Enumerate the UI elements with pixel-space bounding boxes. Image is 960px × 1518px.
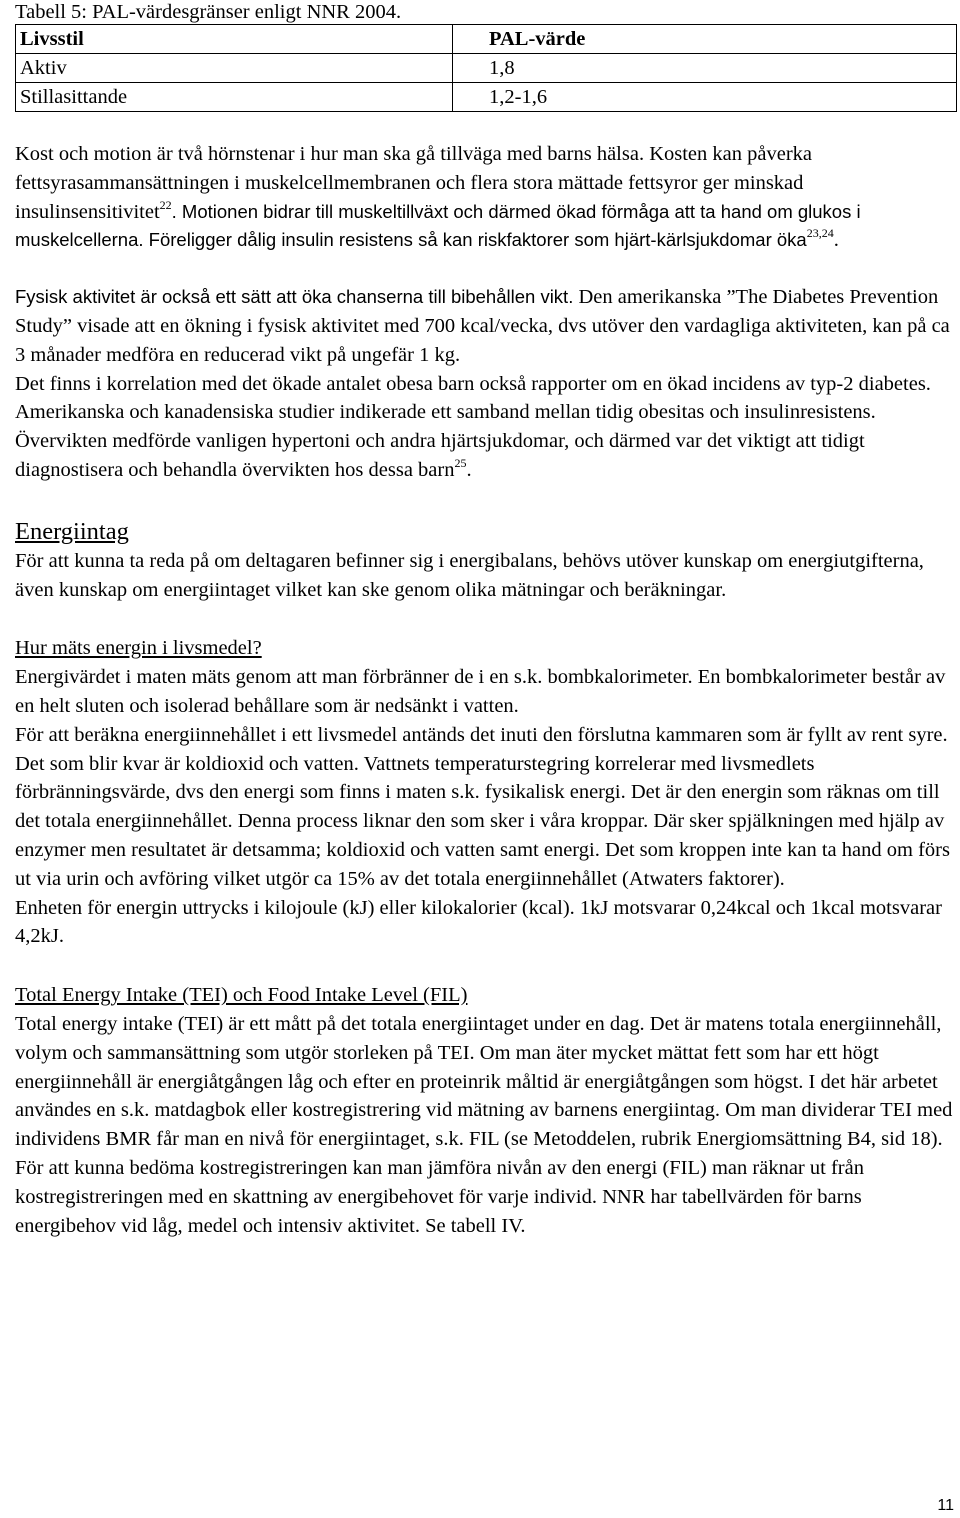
table-row [16,83,957,112]
table-cell: 1,8 [453,54,957,83]
paragraph-text: Fysisk aktivitet är också ett sätt att öka chanserna till bibehållen vikt. [15,286,574,308]
table-cell: Stillasittande [16,83,453,112]
page-number: 11 [937,1497,954,1514]
reference-number: 25 [454,455,467,470]
paragraph-tei: Total energy intake (TEI) är ett mått på det totala energiintaget under en dag. Det är matens totala energiinnehåll, volym och sammansättning som utgör storleken på TEI. Om man äter mycket mättat fett som har ett högt energiinnehåll är energiåtgången låg och efter en proteinrik måltid är energiåtgången som högst. I det här arbetet användes en s.k. matdagbok eller kostregistrering vid mätning av barnens energiintag. Om man dividerar TEI med individens BMR får man en nivå för energiintaget, s.k. FIL (se Metoddelen, rubrik Energiomsättning B4, sid 18). För att kunna bedöma kostregistreringen kan man jämföra nivån av den energi (FIL) man räknar ut från kostregistreringen med en skattning av energibehovet för varje individ. NNR har tabellvärden för barns energibehov vid låg, medel och intensiv aktivitet. Se tabell IV. [15,1012,953,1237]
document-page [15,0,955,1240]
section-heading-tei: Total Energy Intake (TEI) och Food Intake Level (FIL) [15,984,468,1007]
paragraph-fysisk-aktivitet [15,283,955,369]
paragraph-text: Den amerikanska ”The Diabetes Prevention Study” visade att en ökning i fysisk aktivitet med 700 kcal/vecka, dvs utöver den vardagliga aktiviteten, kan på ca 3 månader medföra en reducerad vikt på ungefär 1 kg. [15,286,950,366]
table-caption: Tabell 5: PAL-värdesgränser enligt NNR 2004. [15,1,402,23]
paragraph-text: . [466,458,472,481]
table-cell: Aktiv [16,54,453,83]
paragraph-text: Det finns i korrelation med det ökade antalet obesa barn också rapporter om en ökad incidens av typ-2 diabetes. Amerikanska och kanadensiska studier indikerade ett samband mellan tidig obesitas och insulinresistens. Övervikten medförde vanligen hypertoni och andra hjärtsjukdomar, och därmed var det viktigt att tidigt diagnostisera och behandla övervikten hos dessa barn [15,372,931,481]
section-heading-energiintag: Energiintag [15,517,129,545]
table-header-cell: PAL-värde [453,25,957,54]
section-heading-matning: Hur mäts energin i livsmedel? [15,637,262,660]
paragraph-kost-motion [15,140,955,255]
reference-number: 22 [159,197,172,212]
paragraph-energiintag: För att kunna ta reda på om deltagaren befinner sig i energibalans, behövs utöver kunskap om energiutgifterna, även kunskap om energiintaget vilket kan ske genom olika mätningar och beräkningar. [15,549,924,601]
pal-table [15,24,957,112]
paragraph-text: . [833,229,839,252]
table-cell: 1,2-1,6 [453,83,957,112]
table-header-row [16,25,957,54]
paragraph-energiinnehall: För att beräkna energiinnehållet i ett livsmedel antänds det inuti den förslutna kammaren som är fyllt av rent syre. Det som blir kvar är koldioxid och vatten. Vattnets temperaturstegring korrelerar med livsmedlets förbränningsvärde, dvs den energi som finns i maten s.k. fysikalisk energi. Det är den energin som räknas om till det totala energiinnehållet. Denna process liknar den som sker i våra kroppar. Där sker spjälkningen med hjälp av enzymer men resultatet är detsamma; koldioxid och vatten samt energi. Det som kroppen inte kan ta hand om förs ut via urin och avföring vilket utgör ca 15% av det totala energiinnehållet (Atwaters faktorer). [15,723,950,890]
paragraph-korrelation [15,370,955,485]
paragraph-bombkalorimeter: Energivärdet i maten mäts genom att man förbränner de i en s.k. bombkalorimeter. En bombkalorimeter består av en helt sluten och isolerad behållare som är nedsänkt i vatten. [15,666,946,717]
table-header-cell: Livsstil [16,25,453,54]
paragraph-enheter: Enheten för energin uttrycks i kilojoule (kJ) eller kilokalorier (kcal). 1kJ motsvarar 0,24kcal och 1kcal motsvarar 4,2kJ. [15,896,942,948]
table-row [16,54,957,83]
paragraph-text: . Motionen bidrar till muskeltillväxt och därmed ökad förmåga att ta hand om glukos i muskelcellerna. Föreligger dålig insulin resistens så kan riskfaktorer som hjärt-kärlsjukdomar öka [15,200,861,251]
paragraph-text: Kost och motion är två hörnstenar i hur man ska gå tillväga med barns hälsa. Kosten kan påverka fettsyrasammansättningen i muskelcellmembranen och flera stora mättade fettsyror ger minskad insulinsensitivitet [15,143,812,223]
reference-number: 23,24 [806,226,834,241]
